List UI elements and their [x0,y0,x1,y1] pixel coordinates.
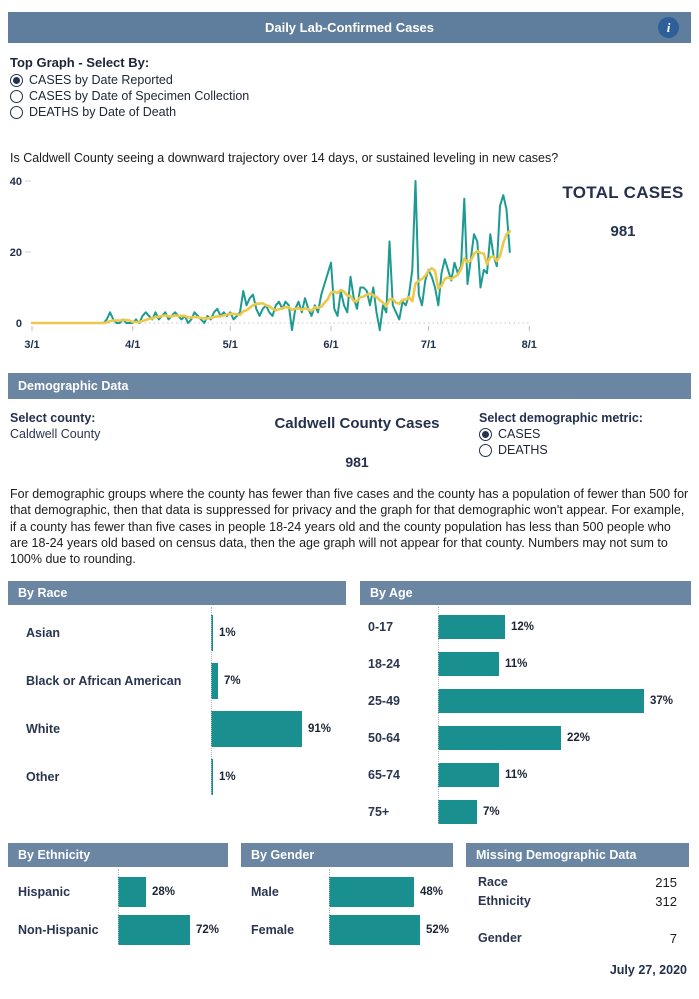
bar-category-label: Male [251,885,279,900]
missing-data-label: Ethnicity [478,894,531,909]
bar-area [438,689,683,713]
moving-average-series [32,231,510,323]
bar-value-label: 11% [505,769,528,782]
info-icon[interactable]: i [658,17,679,38]
radio-top-cases-by-date-reported[interactable] [10,73,699,87]
radio-label: DEATHS by Date of Death [29,105,177,119]
bar-category-label: 0-17 [368,620,394,635]
bar-row [8,759,346,795]
bar-area [211,615,341,651]
x-axis-tick-label: 4/1 [125,339,141,351]
top-graph-select-label: Top Graph - Select By: [10,55,150,70]
county-cases-title: Caldwell County Cases [274,415,440,432]
bar-area [211,663,341,699]
bar-category-label: White [26,722,61,737]
bar-category-label: Black or African American [26,674,182,689]
bar-area [329,915,449,945]
privacy-disclaimer: For demographic groups where the county has fewer than five cases and the county has a population of fewer than 500 for that demographic, then that data is suppressed for privacy and the graph for that demographic won't appear. For example, if a county has fewer than five cases in people 18-24 years old and the county population has less than 500 people who are 18-24 years old based on census data, then the age graph will not appear for that county. Numbers may not sum to 100% due to rounding. [10,487,689,566]
bar-value-label: 7% [224,675,241,688]
bar-area [438,800,683,824]
x-axis-tick-label: 5/1 [222,339,238,351]
bar-value-label: 52% [425,924,449,937]
bar-category-label: Hispanic [18,885,71,900]
top-header-bar [8,12,691,43]
bar-row [360,726,691,750]
radio-label: CASES by Date Reported [29,73,173,87]
missing-data-value: 215 [655,875,677,891]
bar[interactable] [438,652,499,676]
by-gender-panel [241,843,453,953]
bar-area [118,915,223,945]
select-county-label: Select county: [10,411,96,425]
bar-row [8,663,346,699]
bar-row [360,763,691,787]
by-gender-header: By Gender [241,843,453,867]
radio-icon[interactable] [10,90,23,103]
by-race-panel [8,581,346,837]
bar-area [211,711,341,747]
total-cases-block [547,175,699,353]
by-ethnicity-header: By Ethnicity [8,843,228,867]
radio-top-cases-by-date-of-specimen-collection[interactable] [10,89,699,103]
bar-area [438,652,683,676]
radio-icon[interactable] [10,74,23,87]
y-axis-tick-label: 0 [15,318,22,330]
bar[interactable] [118,915,190,945]
bar-row [241,877,453,907]
radio-metric-deaths[interactable] [479,443,689,457]
bar-row [8,915,228,945]
bar-row [8,615,346,651]
bar-value-label: 1% [219,771,236,784]
top-graph-radio-group [10,73,699,119]
bar-area [438,615,683,639]
radio-icon[interactable] [479,444,492,457]
y-axis-tick-label: 20 [9,247,22,259]
bar-row [241,915,453,945]
missing-demographic-rows [466,867,689,948]
x-axis-tick-label: 6/1 [323,339,339,351]
by-age-header: By Age [360,581,691,605]
bar-value-label: 7% [483,806,500,819]
metric-radio-group [479,427,689,457]
bar-category-label: 75+ [368,805,390,820]
missing-data-row [466,929,689,948]
x-axis-tick-label: 7/1 [420,339,437,351]
bar[interactable] [438,800,477,824]
bar-value-label: 22% [567,732,591,745]
radio-top-deaths-by-date-of-death[interactable] [10,105,699,119]
bar-area [438,763,683,787]
bar[interactable] [211,663,218,699]
bar-category-label: Other [26,770,60,785]
by-ethnicity-panel [8,843,228,953]
bar-category-label: Female [251,923,295,938]
y-axis-tick-label: 40 [9,176,22,188]
daily-cases-line-chart[interactable] [2,175,547,353]
bar-value-label: 12% [511,621,535,634]
bar-area [118,877,223,907]
radio-label: CASES by Date of Specimen Collection [29,89,250,103]
demographic-charts-row-1 [8,581,691,837]
bar[interactable] [438,763,499,787]
bar-category-label: 65-74 [368,768,400,783]
x-axis-tick-label: 3/1 [24,339,40,351]
report-date: July 27, 2020 [609,963,687,978]
bar-category-label: 25-49 [368,694,400,709]
by-race-chart[interactable] [8,605,346,795]
bar-row [360,615,691,639]
radio-icon[interactable] [479,428,492,441]
radio-metric-cases[interactable] [479,427,689,441]
radio-label: DEATHS [498,443,548,457]
bar-row [8,877,228,907]
bar-area [211,759,341,795]
bar[interactable] [118,877,146,907]
daily-cases-chart-row [2,175,699,353]
county-select-value[interactable]: Caldwell County [10,427,101,441]
bar-area [329,877,449,907]
bar-value-label: 72% [196,924,220,937]
bar-value-label: 28% [152,886,176,899]
bar-value-label: 11% [505,658,528,671]
bar-value-label: 91% [308,723,332,736]
bar-category-label: Asian [26,626,61,641]
bar[interactable] [329,915,420,945]
by-race-header: By Race [8,581,346,605]
by-gender-chart[interactable] [241,867,453,945]
top-graph-controls [10,55,699,119]
trajectory-question: Is Caldwell County seeing a downward trajectory over 14 days, or sustained leveling in new cases? [10,151,559,165]
bar-category-label: Non-Hispanic [18,923,99,938]
missing-demographic-header: Missing Demographic Data [466,843,689,867]
by-ethnicity-chart[interactable] [8,867,228,945]
bar-row [360,652,691,676]
bar[interactable] [438,689,644,713]
radio-icon[interactable] [10,106,23,119]
demographic-controls [10,411,689,470]
total-cases-label: TOTAL CASES [562,183,684,202]
bar[interactable] [438,615,505,639]
missing-demographic-panel [466,843,689,953]
select-metric-label: Select demographic metric: [479,411,643,425]
bar-value-label: 48% [420,886,444,899]
by-age-panel [360,581,691,837]
bar-row [360,689,691,713]
bar-area [438,726,683,750]
bar-row [8,711,346,747]
bar-row [360,800,691,824]
missing-data-value: 7 [669,931,677,947]
bar[interactable] [211,759,213,795]
bar-category-label: 18-24 [368,657,400,672]
total-cases-value: 981 [610,223,636,240]
radio-label: CASES [498,427,541,441]
bar[interactable] [211,615,213,651]
bar[interactable] [438,726,561,750]
metric-select-group [479,411,689,470]
demographic-charts-row-2 [8,843,691,953]
bar-value-label: 37% [650,695,674,708]
missing-data-label: Gender [478,931,522,946]
page-title: Daily Lab-Confirmed Cases [264,20,435,35]
missing-data-row [466,892,689,911]
x-axis-tick-label: 8/1 [521,339,537,351]
missing-data-value: 312 [655,894,677,910]
bar-value-label: 1% [219,627,236,640]
county-cases-summary [235,411,479,470]
county-cases-count: 981 [345,454,369,470]
demographic-data-header: Demographic Data [8,373,691,399]
missing-data-label: Race [478,875,508,890]
bar[interactable] [329,877,414,907]
by-age-chart[interactable] [360,605,691,824]
county-select-group [10,411,235,470]
bar-category-label: 50-64 [368,731,400,746]
missing-data-row [466,873,689,892]
bar[interactable] [211,711,302,747]
